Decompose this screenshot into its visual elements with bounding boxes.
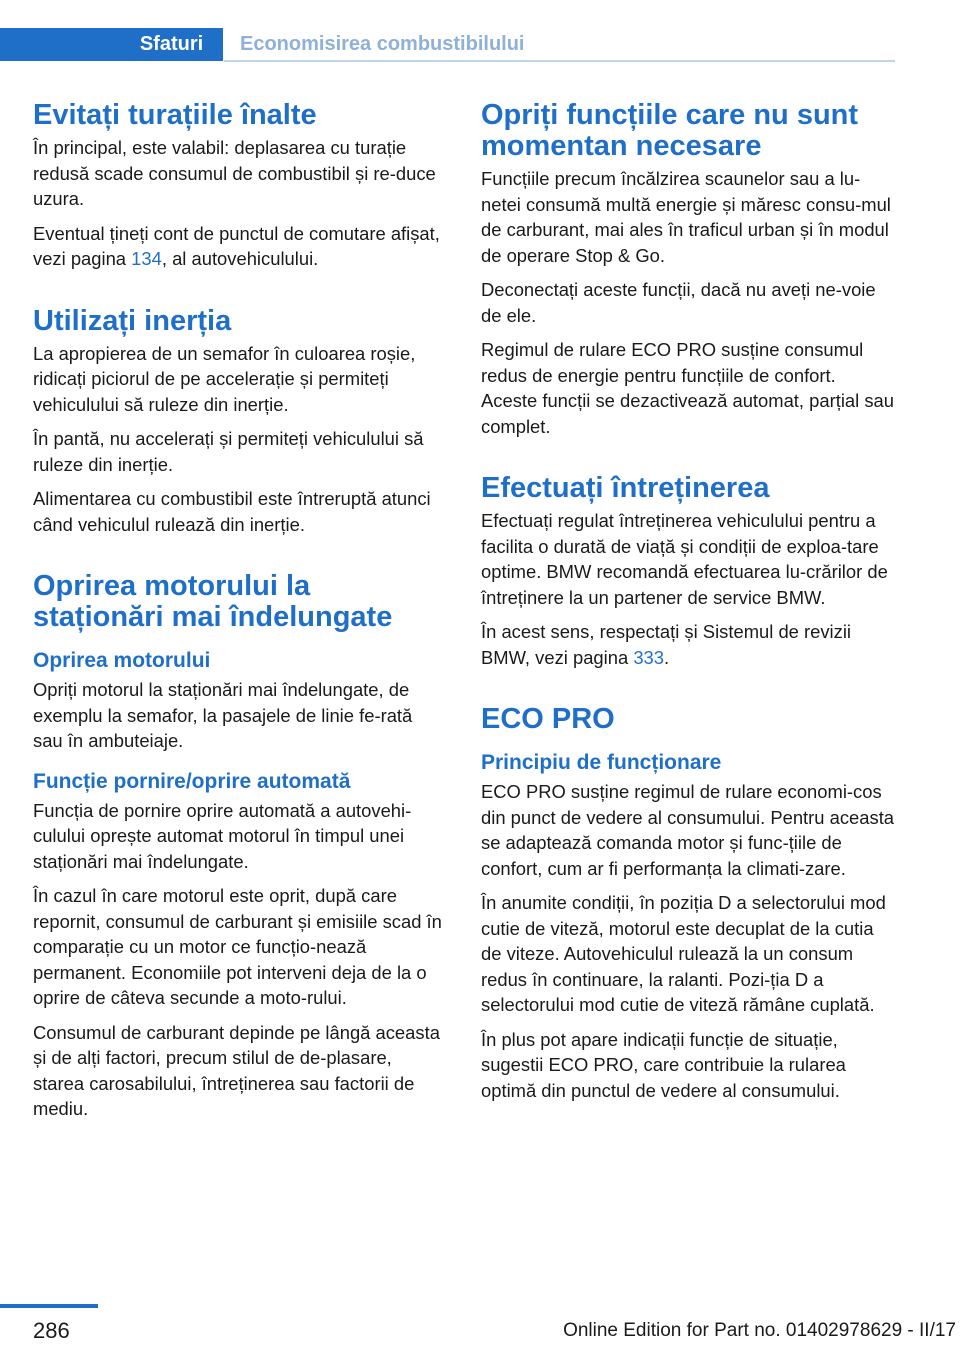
footer-accent-line: [0, 1304, 98, 1308]
section-switch-off-functions: [481, 100, 896, 439]
paragraph: Consumul de carburant depinde pe lângă aceasta și de alți factori, precum stilul de de-plasare, starea carosabilului, întreținerea sau factorii de mediu.: [33, 1021, 440, 1119]
left-column: [33, 100, 445, 1156]
paragraph: Efectuați regulat întreținerea vehiculului pentru a facilita o durată de viață și condiții de exploa-tare optime. BMW recomandă efectuarea lu-crărilor de întreținere la un partener de service BMW.: [481, 510, 888, 608]
header-underline: [224, 60, 895, 62]
subsection-title: Funcție pornire/oprire automată: [33, 769, 351, 793]
section-use-inertia: [33, 306, 445, 538]
paragraph: ECO PRO susține regimul de rulare economi-cos din punct de vedere al consumului. Pentru aceasta se adaptează comanda motor și func-țiile de confort, cum ar fi performanța la climati-zare.: [481, 781, 895, 879]
paragraph: Eventual țineți cont de punctul de comutare afișat, vezi pagina 134, al autovehiculului.: [33, 222, 440, 269]
paragraph: La apropierea de un semafor în culoarea roșie, ridicați piciorul de pe accelerație și permiteți vehiculului să ruleze din inerție.: [33, 342, 416, 415]
paragraph: Alimentarea cu combustibil este întreruptă atunci când vehiculul rulează din inerție.: [33, 488, 431, 535]
paragraph: Regimul de rulare ECO PRO susține consumul redus de energie pentru funcțiile de confort. Aceste funcții se dezactivează automat, parțial sau complet.: [481, 339, 894, 437]
page-header: [0, 0, 960, 62]
section-title: ECO PRO: [481, 703, 615, 735]
paragraph: Deconectați aceste funcții, dacă nu aveți ne-voie de ele.: [481, 279, 876, 326]
section-title: Evitați turațiile înalte: [33, 99, 317, 131]
paragraph: Funcția de pornire oprire automată a autovehi-culului oprește automat motorul în timpul unei staționări mai îndelungate.: [33, 799, 412, 872]
section-title: Opriți funcțiile care nu sunt momentan necesare: [481, 99, 859, 162]
section-maintenance: [481, 473, 896, 670]
header-section-title[interactable]: Economisirea combustibilului: [224, 28, 895, 61]
paragraph: În anumite condiții, în poziția D a selectorului mod cutie de viteză, motorul este decuplat de la cutia de viteze. Autovehiculul rulează la un consum redus în continuare, la ralanti. Pozi-ția D a selectorului mod cutie de viteză rămâne cuplată.: [481, 892, 886, 1015]
paragraph: În plus pot apare indicații funcție de situație, sugestii ECO PRO, care contribuie la rularea optimă din punctul de vedere al consumului.: [481, 1028, 846, 1101]
subsection-engine-stop: [33, 647, 445, 754]
footer-edition: Online Edition for Part no. 01402978629 - II/17: [563, 1320, 956, 1341]
section-engine-stop: [33, 571, 445, 1122]
subsection-title: Principiu de funcționare: [481, 751, 722, 774]
right-column: [481, 100, 896, 1137]
subsection-principle: [481, 749, 896, 1103]
subsection-title: Oprirea motorului: [33, 649, 211, 672]
section-title: Utilizați inerția: [33, 304, 232, 337]
paragraph: În acest sens, respectați și Sistemul de revizii BMW, vezi pagina 333.: [481, 621, 852, 668]
page-reference-link[interactable]: 134: [131, 248, 162, 269]
paragraph: Opriți motorul la staționări mai îndelungate, de exemplu la semafor, la pasajele de linie fe-rată sau în ambuteiaje.: [33, 679, 413, 751]
section-eco-pro: [481, 704, 896, 1103]
section-title: Efectuați întreținerea: [481, 472, 770, 504]
subsection-auto-start-stop: [33, 768, 445, 1122]
section-title: Oprirea motorului la staționări mai îndelungate: [33, 570, 393, 633]
section-avoid-high-rpm: [33, 100, 445, 272]
header-accent-bar: [0, 28, 120, 61]
header-chapter-tab[interactable]: Sfaturi: [120, 28, 223, 61]
paragraph: În cazul în care motorul este oprit, după care repornit, consumul de carburant și emisiile scad în comparație cu un motor ce funcțio-nează permanent. Economiile pot interveni deja de la o oprire de câteva secunde a moto-rului.: [33, 885, 442, 1008]
paragraph: În pantă, nu accelerați și permiteți vehiculului să ruleze din inerție.: [33, 428, 424, 475]
page-reference-link[interactable]: 333: [633, 646, 664, 668]
page-number: 286: [33, 1318, 70, 1343]
paragraph: În principal, este valabil: deplasarea cu turație redusă scade consumul de combustibil și re-duce uzura.: [33, 137, 436, 209]
paragraph: Funcțiile precum încălzirea scaunelor sau a lu-netei consumă multă energie și măresc consu-mul de carburant, mai ales în traficul urban și în modul de operare Stop & Go.: [481, 168, 891, 266]
